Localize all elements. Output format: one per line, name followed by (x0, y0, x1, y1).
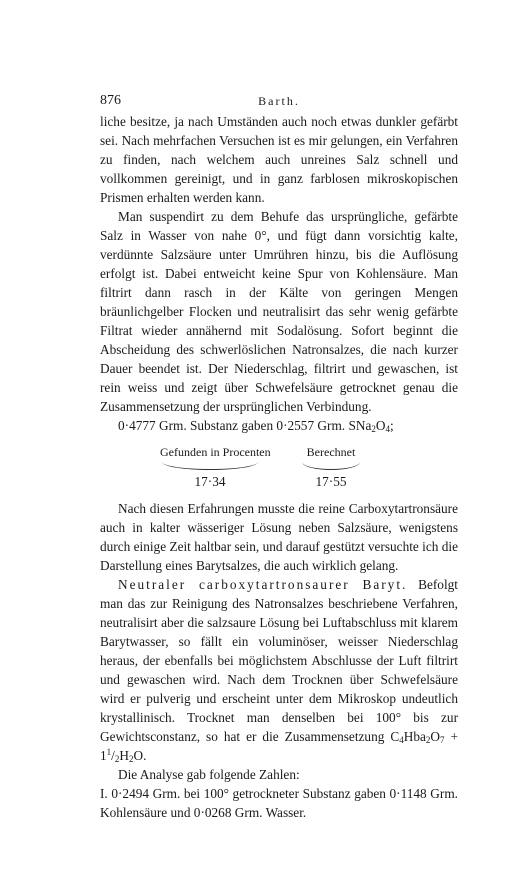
paragraph-6: Die Analyse gab folgende Zahlen: (118, 767, 300, 782)
formula-element: Hba (403, 729, 426, 744)
formula-subscript: 7 (440, 735, 445, 745)
formula-subscript: 2 (371, 424, 376, 434)
calc-label: Berechnet (306, 445, 356, 459)
paragraph-1: liche besitze, ja nach Umständen auch noch etwas dunkler gefärbt sei. Nach mehrfachen Versuchen ist es mir gelungen, ein Verfahren zu finden, nach welchem auch unreines Salz schnell und vollkommen gereinigt, und in ganz farblosen mikroskopischen Prismen erhalten werden kann. (100, 114, 458, 205)
fraction-denominator: 2 (114, 754, 120, 764)
paragraph-2: Man suspendirt zu dem Behufe das ursprüngliche, gefärbte Salz in Wasser von nahe 0°, und fügt dann vorsichtig kalte, verdünnte Salzsäure unter Umrühren hinzu, bis die Auflösung erfolgt ist. Dabei entweicht keine Spur von Kohlensäure. Man filtrirt dann rasch in der Kälte von geringen Mengen bräunlichgelber Flocken und neutralisirt das sehr wenig gefärbte Filtrat wieder annähernd mit Sodalösung. Sofort beginnt die Abscheidung des schwerlöslichen Natronsalzes, die nach kurzer Dauer beendet ist. Der Niederschlag, filtrirt und gewaschen, ist rein weiss und zeigt über Schwefelsäure getrocknet genau die Zusammensetzung der ursprünglichen Verbindung. (100, 209, 458, 414)
formula-subscript: 2 (425, 735, 431, 745)
section-heading: Neutraler carboxytartronsaurer Baryt. (118, 577, 408, 592)
brace-icon (162, 462, 258, 470)
formula-subscript: 2 (128, 754, 134, 764)
paragraph-4: Nach diesen Erfahrungen musste die reine Carboxytartronsäure auch in kalter wässeriger Lösung neben Salzsäure, wenigstens durch einige Zeit haltbar sein, und darauf gestützt versuchte ich die Darstellung eines Barytsalzes, die auch wirklich gelang. (100, 501, 458, 573)
formula-subscript: 4 (385, 424, 390, 434)
paragraph-5-text: Befolgt man das zur Reinigung des Natronsalzes beschriebene Verfahren, neutralisirt aber die salzsaure Lösung bei Luftabschluss mit klarem Barytwasser, so fällt ein voluminöser, weisser Niederschlag heraus, der ebenfalls bei möglichstem Abschlusse der Luft filtrirt und gewaschen wird. Nach dem Trocknen über Schwefelsäure wird er pulverig und erscheint unter dem Mikroskop undeutlich krystallinisch. Trocknet man denselben bei 100° bis zur Gewichtsconstanz, so hat er die Zusammensetzung C (100, 577, 458, 744)
analysis-text: 0·4777 Grm. Substanz gaben 0·2557 Grm. SNa (118, 418, 372, 433)
calc-value: 17·55 (315, 474, 347, 489)
text-body (100, 112, 458, 822)
calc-column (300, 443, 362, 491)
fraction-slash: / (111, 748, 115, 763)
formula-end: O. (133, 748, 147, 763)
formula-element: H (119, 748, 129, 763)
running-head: Barth. (258, 94, 300, 108)
found-column (160, 443, 271, 491)
paragraph-7: I. 0·2494 Grm. bei 100° getrockneter Substanz gaben 0·1148 Grm. Kohlensäure und 0·0268 Grm. Wasser. (100, 786, 458, 820)
formula-plus: + 1 (100, 729, 458, 763)
paragraph-5 (100, 575, 458, 765)
found-value: 17·34 (194, 474, 226, 489)
formula-end: ; (389, 418, 394, 433)
fraction-numerator: 1 (106, 747, 112, 757)
page-header (100, 93, 458, 111)
formula-element: O (375, 418, 386, 433)
formula-element: O (430, 729, 440, 744)
page-number: 876 (100, 93, 121, 108)
paragraph-3 (100, 416, 458, 435)
results-table (100, 439, 458, 493)
brace-icon (302, 462, 360, 470)
formula-subscript: 4 (399, 735, 404, 745)
found-label: Gefunden in Procenten (160, 445, 271, 459)
